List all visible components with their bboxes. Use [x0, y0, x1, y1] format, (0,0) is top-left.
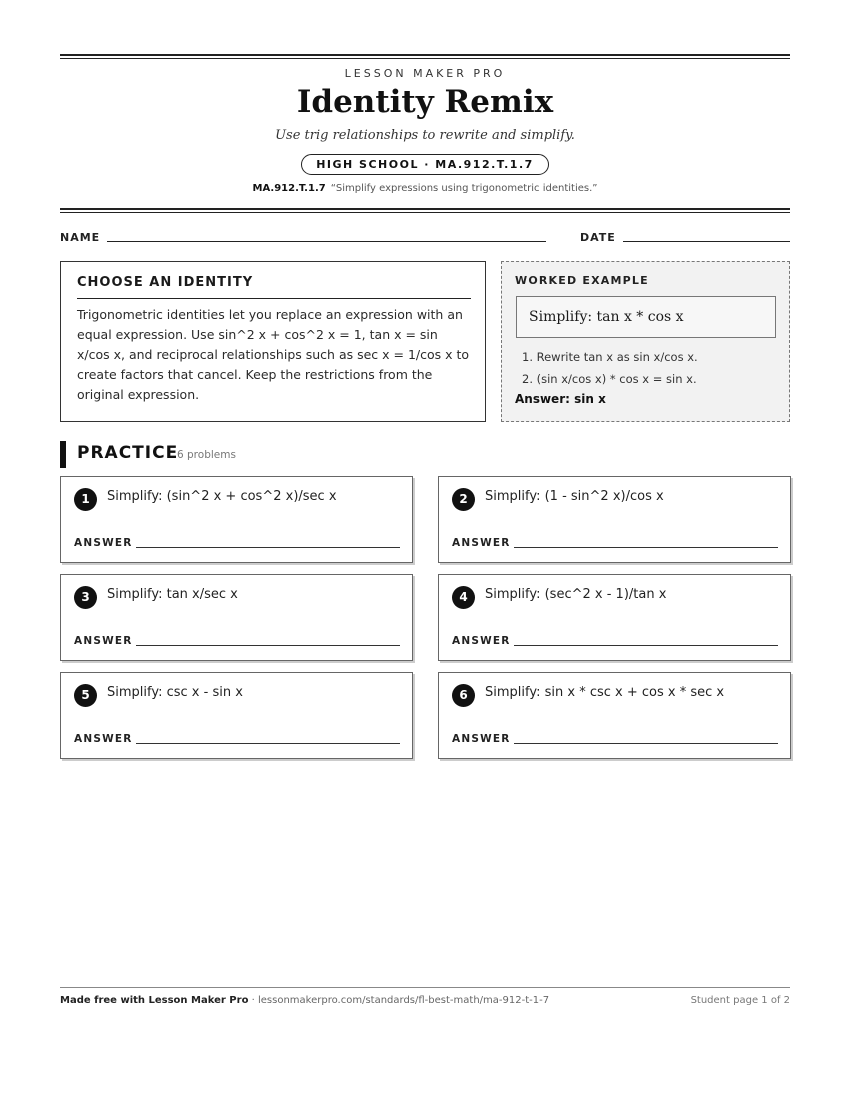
- problem-number-badge: 2: [452, 488, 475, 511]
- worked-example-box: [501, 261, 790, 422]
- footer-rule: [60, 987, 790, 988]
- worked-example-heading: WORKED EXAMPLE: [515, 274, 649, 287]
- answer-label: ANSWER: [74, 733, 133, 745]
- answer-field[interactable]: [514, 743, 778, 744]
- grade-standard-pill-wrap: [60, 153, 790, 175]
- footer-credit: [60, 995, 549, 1006]
- answer-field[interactable]: [136, 645, 400, 646]
- answer-label: ANSWER: [452, 537, 511, 549]
- page-title: Identity Remix: [296, 84, 554, 120]
- answer-field[interactable]: [136, 743, 400, 744]
- worked-example-steps: [522, 346, 698, 390]
- answer-label: ANSWER: [74, 537, 133, 549]
- footer-page-number: Student page 1 of 2: [690, 995, 790, 1006]
- problem-text: Simplify: (sin^2 x + cos^2 x)/sec x: [107, 489, 337, 504]
- problem-number-badge: 3: [74, 586, 97, 609]
- problem-card: [60, 672, 413, 759]
- standard-text: “Simplify expressions using trigonometric identities.”: [330, 183, 598, 194]
- problem-text: Simplify: tan x/sec x: [107, 587, 238, 602]
- answer-label: ANSWER: [74, 635, 133, 647]
- choose-identity-text: Trigonometric identities let you replace an expression with an equal expression. Use sin^2 x + cos^2 x = 1, tan x = sin x/cos x, and reciprocal relationships such as sec x = 1/cos x to create factors that cancel. Keep the restrictions from the original expression.: [77, 307, 470, 402]
- name-label: NAME: [60, 231, 101, 244]
- problem-text: Simplify: csc x - sin x: [107, 685, 243, 700]
- practice-accent-bar: [60, 441, 66, 468]
- problem-card: [438, 672, 791, 759]
- answer-label: ANSWER: [452, 635, 511, 647]
- worked-step: 2. (sin x/cos x) * cos x = sin x.: [522, 372, 697, 386]
- answer-field[interactable]: [136, 547, 400, 548]
- practice-heading: PRACTICE: [77, 443, 179, 463]
- problem-text: Simplify: sin x * csc x + cos x * sec x: [485, 685, 725, 700]
- header-top-rule: [60, 54, 790, 59]
- date-label: DATE: [580, 231, 616, 244]
- worked-step: 1. Rewrite tan x as sin x/cos x.: [522, 350, 698, 364]
- standard-description: [60, 183, 790, 194]
- name-field[interactable]: [107, 241, 546, 242]
- header-bottom-rule: [60, 208, 790, 213]
- problem-card: [438, 574, 791, 661]
- problem-number-badge: 4: [452, 586, 475, 609]
- answer-label: ANSWER: [452, 733, 511, 745]
- problem-number-badge: 5: [74, 684, 97, 707]
- problem-card: [60, 476, 413, 563]
- page-subtitle: Use trig relationships to rewrite and simplify.: [275, 128, 575, 143]
- answer-field[interactable]: [514, 645, 778, 646]
- worksheet-page: [60, 0, 790, 1100]
- worked-example-answer: Answer: sin x: [515, 392, 606, 406]
- problem-card: [438, 476, 791, 563]
- brand-name: LESSON MAKER PRO: [344, 67, 506, 80]
- practice-count: 6 problems: [177, 449, 236, 461]
- standard-code: MA.912.T.1.7: [252, 183, 326, 194]
- choose-identity-heading: CHOOSE AN IDENTITY: [77, 275, 254, 290]
- problem-number-badge: 6: [452, 684, 475, 707]
- grade-standard-pill: HIGH SCHOOL · MA.912.T.1.7: [301, 154, 549, 175]
- date-field[interactable]: [623, 241, 790, 242]
- footer-url[interactable]: · lessonmakerpro.com/standards/fl-best-math/ma-912-t-1-7: [251, 995, 550, 1006]
- answer-field[interactable]: [514, 547, 778, 548]
- choose-identity-rule: [77, 298, 471, 299]
- problem-text: Simplify: (1 - sin^2 x)/cos x: [485, 489, 664, 504]
- worked-example-prompt: Simplify: tan x * cos x: [516, 296, 776, 338]
- footer-made-with: Made free with Lesson Maker Pro: [60, 995, 249, 1006]
- problem-text: Simplify: (sec^2 x - 1)/tan x: [485, 587, 667, 602]
- choose-identity-box: [60, 261, 486, 422]
- problem-number-badge: 1: [74, 488, 97, 511]
- problem-card: [60, 574, 413, 661]
